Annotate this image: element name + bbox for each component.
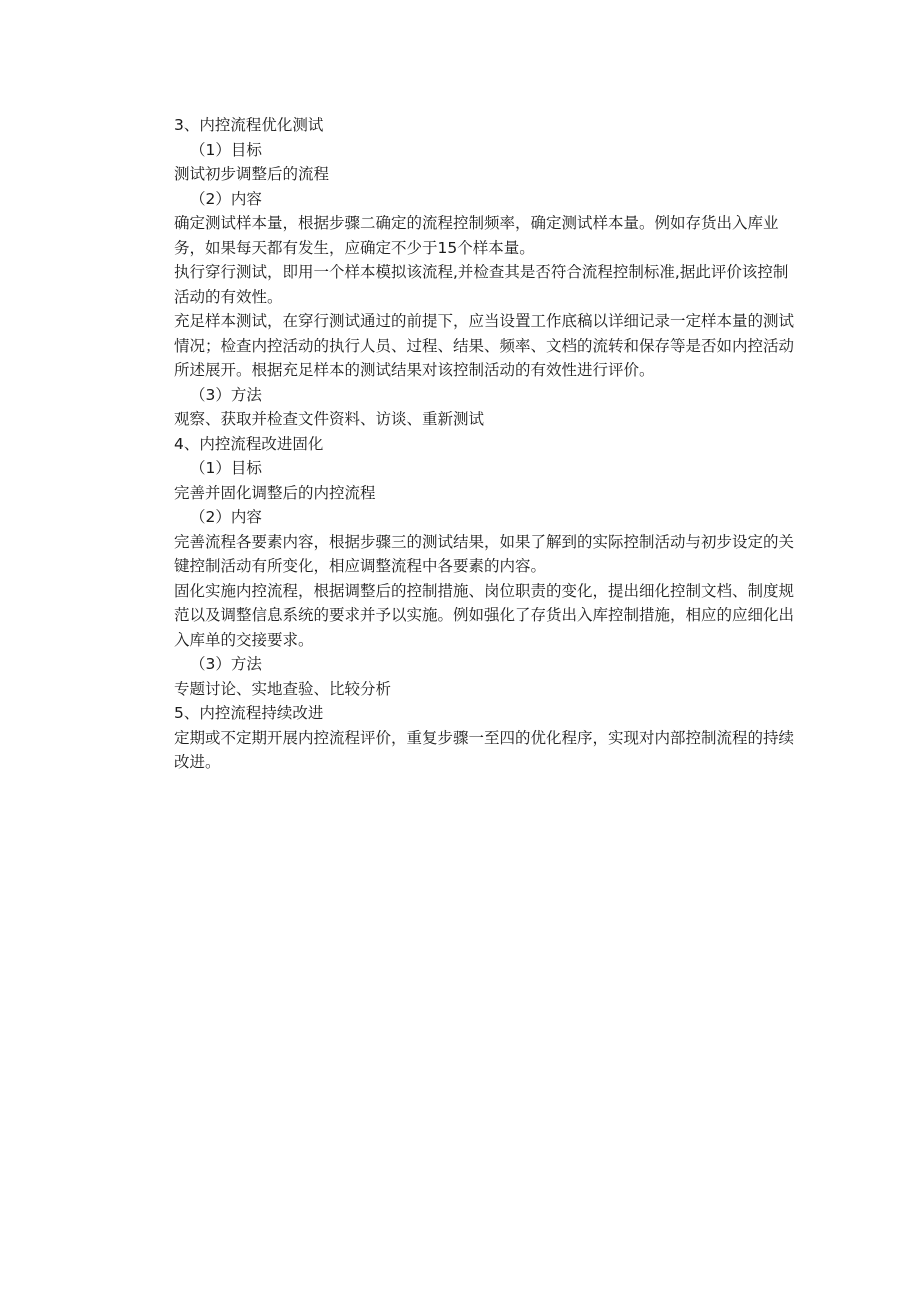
section-heading-3: 3、内控流程优化测试: [174, 116, 324, 134]
method-text: 观察、获取并检查文件资料、访谈、重新测试: [174, 410, 485, 428]
paragraph-sufficient-sample-test: 充足样本测试，在穿行测试通过的前提下，应当设置工作底稿以详细记录一定样本量的测试情况；检查内控活动的执行人员、过程、结果、频率、文档的流转和保存等是否如内控活动所述展开。根据充足样本的测试结果对该控制活动的有效性进行评价。: [174, 312, 795, 379]
subsection-label-method: （3）方法: [190, 655, 262, 673]
section-heading-4: 4、内控流程改进固化: [174, 434, 324, 453]
subsection-label-objective: （1）目标: [190, 140, 262, 159]
subsection-label-content: （2）内容: [190, 189, 262, 208]
paragraph-continuous-improvement: 定期或不定期开展内控流程评价，重复步骤一至四的优化程序，实现对内部控制流程的持续改进。: [174, 728, 795, 771]
document-body: [174, 113, 798, 775]
paragraph-refine-elements: 完善流程各要素内容，根据步骤三的测试结果，如果了解到的实际控制活动与初步设定的关键控制活动有所变化，相应调整流程中各要素的内容。: [174, 532, 795, 575]
subsection-label-method: （3）方法: [190, 385, 262, 404]
method-text: 专题讨论、实地查验、比较分析: [174, 679, 392, 698]
paragraph-sample-size: 确定测试样本量，根据步骤二确定的流程控制频率，确定测试样本量。例如存货出入库业务，如果每天都有发生，应确定不少于15个样本量。: [174, 214, 779, 257]
section-heading-5: 5、内控流程持续改进: [174, 704, 324, 722]
paragraph-solidify-process: 固化实施内控流程，根据调整后的控制措施、岗位职责的变化，提出细化控制文档、制度规范以及调整信息系统的要求并予以实施。例如强化了存货出入库控制措施，相应的应细化出入库单的交接要求。: [174, 581, 795, 649]
subsection-label-objective: （1）目标: [190, 459, 262, 477]
objective-text: 测试初步调整后的流程: [174, 165, 330, 183]
paragraph-walkthrough-test: 执行穿行测试，即用一个样本模拟该流程,并检查其是否符合流程控制标准,据此评价该控制活动的有效性。: [174, 263, 789, 306]
subsection-label-content: （2）内容: [190, 508, 262, 526]
objective-text: 完善并固化调整后的内控流程: [174, 483, 376, 502]
